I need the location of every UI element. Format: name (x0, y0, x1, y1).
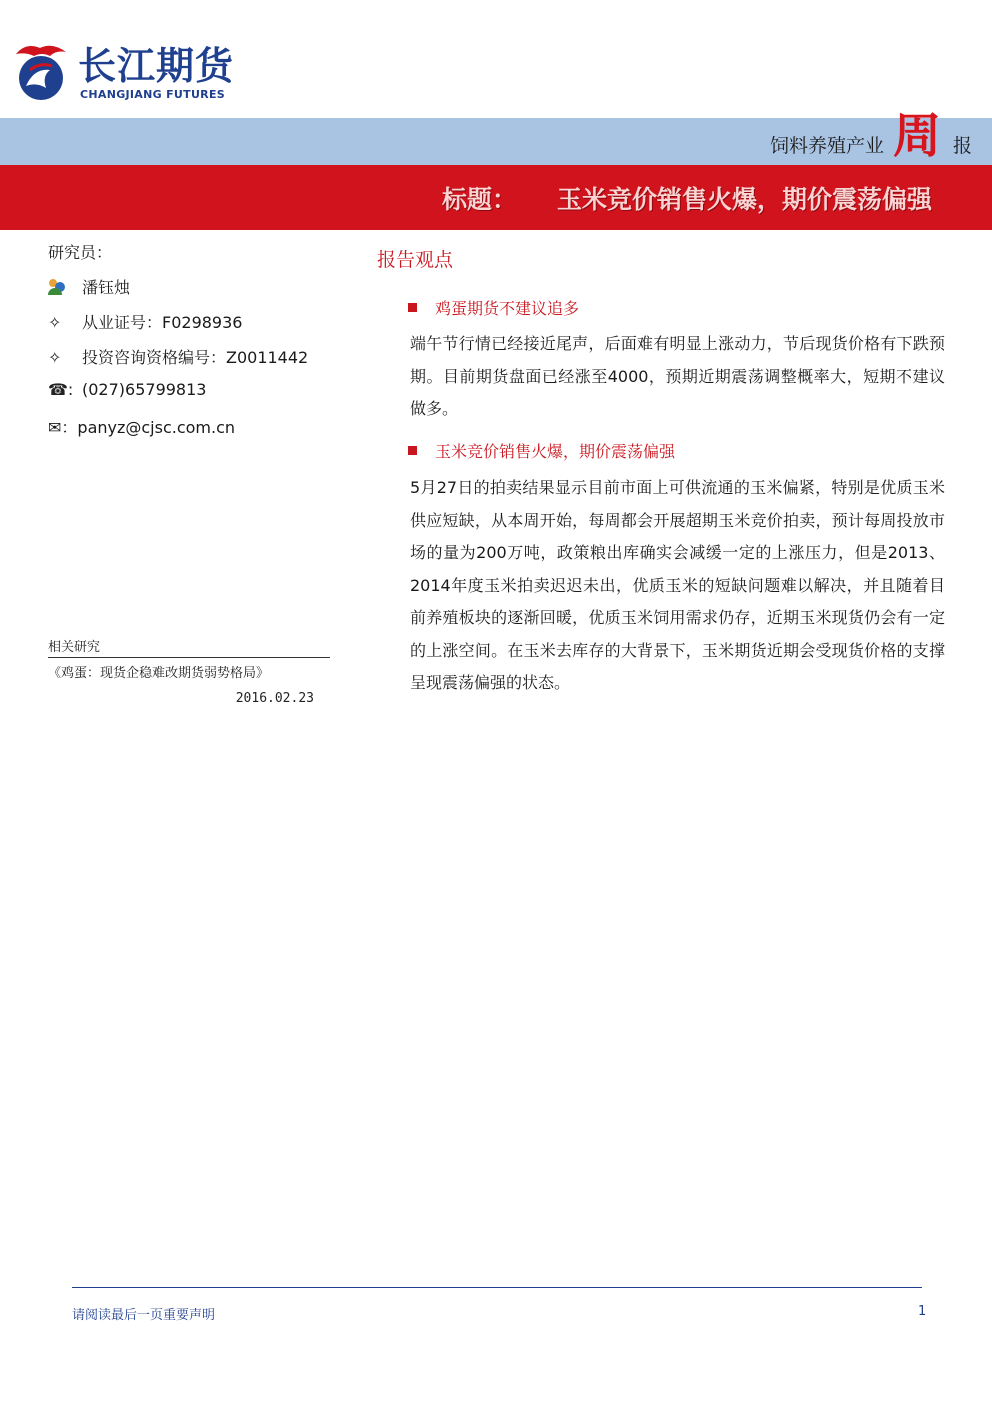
company-logo (12, 40, 252, 106)
section-title: 报告观点 (377, 249, 454, 271)
phone-icon: ☎: (48, 380, 74, 399)
bullet-square-icon (408, 446, 417, 455)
analyst-name-row (48, 275, 130, 297)
page-number: 1 (918, 1304, 927, 1319)
logo-text-en: CHANGJIANG FUTURES (80, 88, 225, 101)
headline-text: 玉米竞价销售火爆，期价震荡偏强 (556, 185, 932, 214)
email-row (48, 415, 235, 437)
point-heading: 鸡蛋期货不建议追多 (408, 296, 579, 319)
report-type-emphasis: 周 (893, 108, 942, 164)
license-row (48, 310, 242, 332)
license-number: 从业证号：F0298936 (82, 313, 243, 332)
envelope-icon: ✉ (48, 418, 62, 437)
analyst-title: 研究员： (48, 243, 113, 262)
footer-disclaimer: 请阅读最后一页重要声明 (72, 1308, 216, 1323)
analyst-name: 潘钰烛 (82, 278, 131, 297)
logo-text-cn: 长江期货 (78, 44, 235, 88)
report-category: 饲料养殖产业 (769, 135, 884, 157)
phone-number: (027)65799813 (82, 380, 207, 399)
point-body: 端午节行情已经接近尾声，后面难有明显上涨动力，节后现货价格有下跌预期。目前期货盘面已经涨至4000，预期近期震荡调整概率大，短期不建议做多。 (410, 334, 945, 418)
report-headline (442, 180, 932, 216)
related-title: 相关研究 (48, 636, 330, 658)
point-body: 5月27日的拍卖结果显示目前市面上可供流通的玉米偏紧，特别是优质玉米供应短缺，从本周开始，每周都会开展超期玉米竞价拍卖，预计每周投放市场的量为200万吨，政策粮出库确实会减缓一定的上涨压力，但是2013、2014年度玉米拍卖迟迟未出，优质玉米的短缺问题难以解决，并且随着目前养殖板块的逐渐回暖，优质玉米饲用需求仍存，近期玉米现货仍会有一定的上涨空间。在玉米去库存的大背景下，玉米期货近期会受现货价格的支撑呈现震荡偏强的状态。 (410, 478, 945, 692)
consult-license-number: 投资咨询资格编号：Z0011442 (82, 348, 309, 367)
related-date: 2016.02.23 (235, 691, 314, 706)
report-type-suffix: 报 (953, 135, 973, 157)
related-item[interactable]: 《鸡蛋：现货企稳难改期货弱势格局》 (48, 666, 270, 681)
point-heading: 玉米竞价销售火爆，期价震荡偏强 (408, 439, 675, 462)
person-icon (48, 278, 66, 296)
bullet-square-icon (408, 303, 417, 312)
phone-row (48, 380, 206, 402)
email-address[interactable]: ：panyz@cjsc.com.cn (61, 418, 236, 437)
diamond-star-icon: ✧ (48, 313, 62, 332)
footer-divider (72, 1287, 922, 1288)
headline-label: 标题： (441, 185, 517, 214)
diamond-star-icon: ✧ (48, 348, 62, 367)
related-research (48, 636, 330, 706)
consult-license-row (48, 345, 308, 367)
dragon-logo-icon (12, 40, 70, 104)
